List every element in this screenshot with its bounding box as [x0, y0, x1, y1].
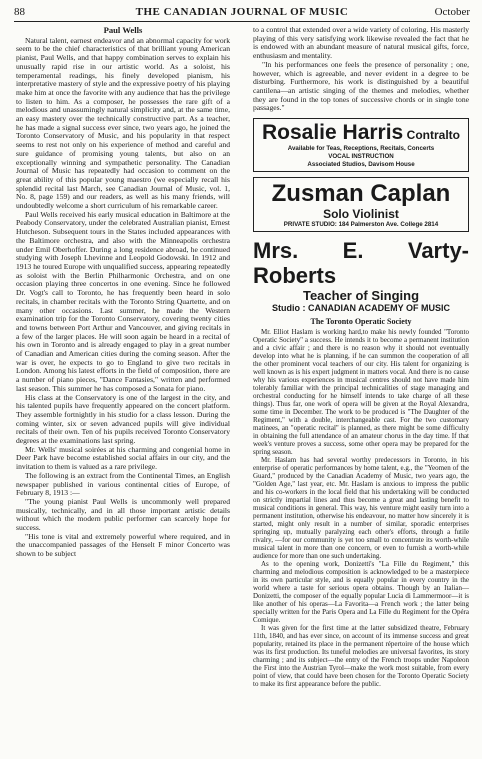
header-rule	[14, 21, 470, 22]
ad-line: VOCAL INSTRUCTION	[328, 153, 394, 161]
ad-subtitle: Teacher of Singing	[302, 288, 420, 304]
toronto-operatic-article	[253, 318, 469, 688]
ad-line: PRIVATE STUDIO: 184 Palmerston Ave. College 2814	[283, 221, 439, 229]
page-number: 88	[14, 6, 25, 18]
ad-varty-roberts	[253, 238, 469, 314]
ad-studio: Studio : CANADIAN ACADEMY OF MUSIC	[272, 303, 450, 314]
article-continuation: to a control that extended over a wide variety of coloring. His masterly playing of this very satisfying work likewise revealed the fact that he is endowed with an abundant measure of natural musical gifts, force, enthusiasm and mentality.	[253, 25, 469, 61]
issue-month: October	[434, 6, 470, 18]
article-paragraph: Paul Wells received his early musical education in Baltimore at the Peabody Conservatory, under the celebrated Australian pianist, Ernest Hutcheson. Subsequent tours in the States included appearances with the Baltimore orchestra, and also with the Minneapolis orchestra under Emil Oberhoffer. During a long residence abroad, he continued studying with Joseph Lhevinne and Leopold Godowski. In 1912 and 1913 he toured Europe with unqualified success, appearing repeatedly as soloist with the Berlin Philharmonic Orchestra, and on one occasion playing three concertos in one evening. Since he followed Dr. Vogt's call to Toronto, he has frequently been heard in solo recitals, in chamber recitals with the Toronto String Quartette, and on many other occasions. Last summer, he made the Western examination trip for the Toronto Conservatory, covering twenty cities and towns between Port Arthur and Vancouver, and giving recitals in a few of the larger places. He will soon again be heard in a recital of his own in Toronto and is already engaged to play in a great number of Canadian and American cities during the coming season. After the war is over, he expects to go to England to give two recitals in London. Among his latest efforts in the field of composition, there are a number of piano pieces, "Dance Fantasies," written and performed last season. This summer he has composed a Sonata for piano.	[16, 209, 230, 393]
article-paragraph: "The young pianist Paul Wells is uncommonly well prepared musically, technically, and in all those important artistic details without which the modern public performer can scarcely hope for success.	[16, 496, 230, 533]
ad-line: Associated Studios, Davisom House	[307, 161, 415, 169]
article-paragraph: Mr. Wells' musical soirées at his charming and congenial home in Deer Park have become established social affairs in our city, and the invitation to them is valued as a rare privilege.	[16, 444, 230, 472]
ad-rosalie-harris	[253, 118, 469, 172]
right-column	[253, 26, 469, 688]
page-header	[14, 6, 470, 20]
ad-zusman-caplan	[253, 177, 469, 232]
article-paragraph: His class at the Conservatory is one of the largest in the city, and his talented pupils have frequently appeared on the concert platform. They assemble fortnightly in his studio for a class lesson. During the coming winter, six or seven advanced pupils will give individual recitals of their own. Ten of his pupils received Toronto Conservatory degrees at the examinations last spring.	[16, 392, 230, 446]
article-continuation: "In his performances one feels the presence of personality ; one, however, which is agreeable, and never evident in a degree to be disturbing. Furthermore, his work is distinguished by a beautiful cantilena—an artistic singing of the themes and melodies, whether they are found in the top tones of successive chords or in single tone passages."	[253, 59, 469, 113]
journal-title: THE CANADIAN JOURNAL OF MUSIC	[135, 6, 349, 18]
article-title: The Toronto Operatic Society	[310, 317, 412, 327]
article-paragraph: The following is an extract from the Continental Times, an English newspaper published in various continental cities of Europe, of February 8, 1913 :—	[16, 470, 230, 498]
article-title: Paul Wells	[103, 25, 143, 35]
article-paragraph: Mr. Elliot Haslam is working hard,to make his newly founded "Toronto Operatic Society" a success. He intends it to become a permanent institution and a civic affair ; and there is no reason why it should not eventually develop into what he is planning, if he can summon the cooperation of all the other prominent vocal teachers of our city. His talent for organizing is well known as is his expert judgment in matters vocal. And there is no cause why his various experiences in musical centres should not have made him tolerably familiar with the principal technicalities of stage managing and orchestral conducting for he himself intends to take charge of all these things). Thus far, one work of opera will be given at the Royal Alexandra, some time in December. The work to be produced is "The Daughter of the Regiment," with a double, interchangeable cast. For the two customary matinees, an "operatic recital" is planned, as there might be some difficulty in obtaining the full attendance of an amateur chorus in the day time. If that week's venture proves a success, some other opera may be prepared for the spring season.	[253, 328, 469, 457]
ad-name: Mrs. E. Varty-Roberts	[253, 238, 469, 289]
left-column	[16, 26, 230, 559]
ad-name: Zusman Caplan	[271, 180, 451, 208]
article-paragraph: "His tone is vital and extremely powerful where required, and in the unaccompanied passages of the Henselt F minor Concerto was shown to be subject	[16, 531, 230, 559]
article-paragraph: It was given for the first time at the latter subsidized theatre, February 11th, 1840, and has ever since, on account of its immense success and great popularity, retained its place in the permanent répertoire of the house which was its first production. Its tuneful melodies are universal favorites, its story charming ; and its subject—the entry of the French troops under Napoleon the First into the Austrian Tyrol—make the work most suitable, from every point of view, that could have been chosen for the Toronto Operatic Society to make its first appearance before the public.	[253, 624, 469, 689]
ad-role: Solo Violinist	[323, 207, 399, 222]
ad-voice: Contralto	[406, 128, 460, 143]
article-paragraph: Natural talent, earnest endeavor and an abnormal capacity for work seem to be the chief characteristics of that brilliant young American pianist, Paul Wells, and that happy combination serves to explain his unusually rapid rise in our artistic world. As a soloist, his temperamental readings, his finely developed pianism, his interpretative mastery of style and the expressive poetry of his playing make him at once the favorite with any audience that has the privilege to listen to him. As a composer, he possesses the rare gift of a melodious and unassumingly natural simplicity and, at the same time, an easy mastery over the technically constructive part. As a teacher, he has made a signal success ever since, two years ago, he joined the Toronto Conservatory of Music, and his popularity in that respect seems to rest not only on his experience of method and careful and sure guidance of promising young talents, but also on an exceptionally winning and sympathetic personality. The Canadian Journal of Music has repeatedly had occasion to comment on the great ability of this popular young maestro (we especially recall his splendid recital last March, see Canadian Journal of Music, vol. 1, No. 8, page 159) and our readers, as well as his many friends, will undoubtedly welcome a short curriculum of his remarkable career.	[16, 35, 230, 211]
ad-name: Rosalie Harris	[262, 121, 404, 145]
ad-line: Available for Teas, Receptions, Recitals, Concerts	[287, 145, 435, 153]
article-paragraph: As to the opening work, Donizetti's "La Fille du Regiment," this charming and melodious composition is acknowledged to be a masterpiece in its own particular style, and is equally popular in every country in the world where a taste for serious opera obtains. Though by an Italian—Donizetti, the composer of the equally popular Lucia di Lammermoor—it is like another of his operas—La Favorita—a French work ; the latter being specially written for the Paris Opera and La Fille du Regiment for the Opéra Comique.	[253, 560, 469, 625]
article-paragraph: Mr. Haslam has had several worthy predecessors in Toronto, in his enterprise of operatic performances by home talent, e.g., the "Yeomen of the Guard," produced by the Canadian Academy of Music, two years ago, the "Golden Age," last year, etc. Mr. Haslam is anxious to impress the public and his co-workers in the local field that his undertaking will be conducted on strictly impartial lines and thus become a great and lasting benefit to musical conditions in general. This way, his venture might easily turn into a permanent institution, otherwise his endeavour, no matter how sincerely it is started, might only result in a number of similar, sporadic enterprises springing up, mutually paralyzing each other's efforts, through a futile rivalry, —for our community is yet too small to concentrate its worth-while musical talent in more than one concern, or even to furnish a worth-while audience for more than one such undertaking.	[253, 456, 469, 561]
